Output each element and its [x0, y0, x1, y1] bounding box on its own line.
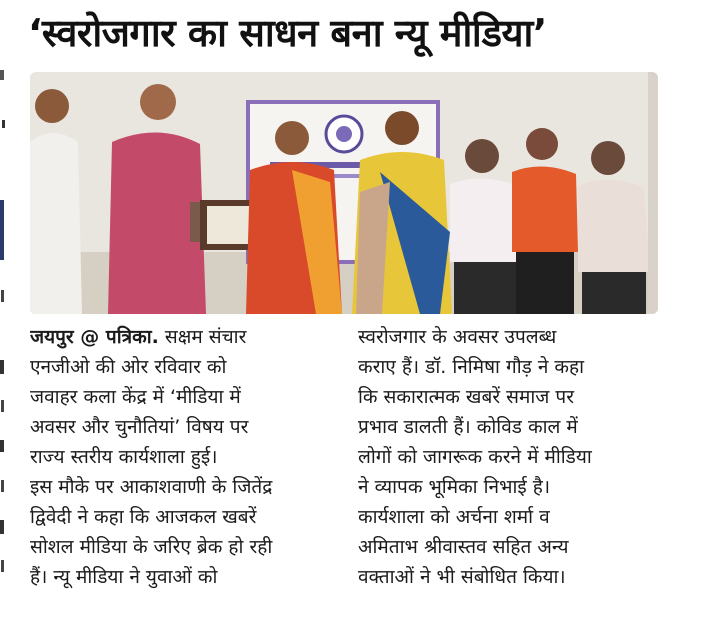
article-line: [30, 322, 352, 352]
article-line: कार्यशाला को अर्चना शर्मा व: [358, 506, 550, 528]
article-column-1: [30, 322, 352, 592]
article-line: सोशल मीडिया के जरिए ब्रेक हो रही: [30, 536, 273, 558]
article-line-text: सक्षम संचार: [158, 326, 247, 348]
article-line: वक्ताओं ने भी संबोधित किया।: [358, 566, 566, 588]
group-photo-icon: [30, 72, 658, 314]
article-line: इस मौके पर आकाशवाणी के जितेंद्र: [30, 476, 273, 498]
article-line: एनजीओ की ओर रविवार को: [30, 356, 227, 378]
event-photo: [30, 72, 658, 314]
dateline: जयपुर @ पत्रिका.: [30, 326, 159, 348]
article-line: अमिताभ श्रीवास्तव सहित अन्य: [358, 536, 569, 558]
article-line: राज्य स्तरीय कार्यशाला हुई।: [30, 446, 218, 468]
headline: ‘स्वरोजगार का साधन बना न्यू मीडिया’: [28, 11, 547, 55]
article-line: जवाहर कला केंद्र में ‘मीडिया में: [30, 386, 241, 408]
article-line: कराए हैं। डॉ. निमिषा गौड़ ने कहा: [358, 356, 585, 378]
adjacent-article-edge: [0, 60, 10, 620]
article-line: कि सकारात्मक खबरें समाज पर: [358, 386, 574, 408]
article-line: लोगों को जागरूक करने में मीडिया: [358, 446, 592, 468]
article-line: स्वरोजगार के अवसर उपलब्ध: [358, 326, 557, 348]
article-column-2: [358, 322, 688, 592]
article-line: अवसर और चुनौतियां’ विषय पर: [30, 416, 249, 438]
edge-fragments: [0, 60, 10, 620]
article-line: ने व्यापक भूमिका निभाई है।: [358, 476, 551, 498]
article-line: द्विवेदी ने कहा कि आजकल खबरें: [30, 506, 257, 528]
article-line: हैं। न्यू मीडिया ने युवाओं को: [30, 566, 218, 588]
article-line: प्रभाव डालती हैं। कोविड काल में: [358, 416, 578, 438]
